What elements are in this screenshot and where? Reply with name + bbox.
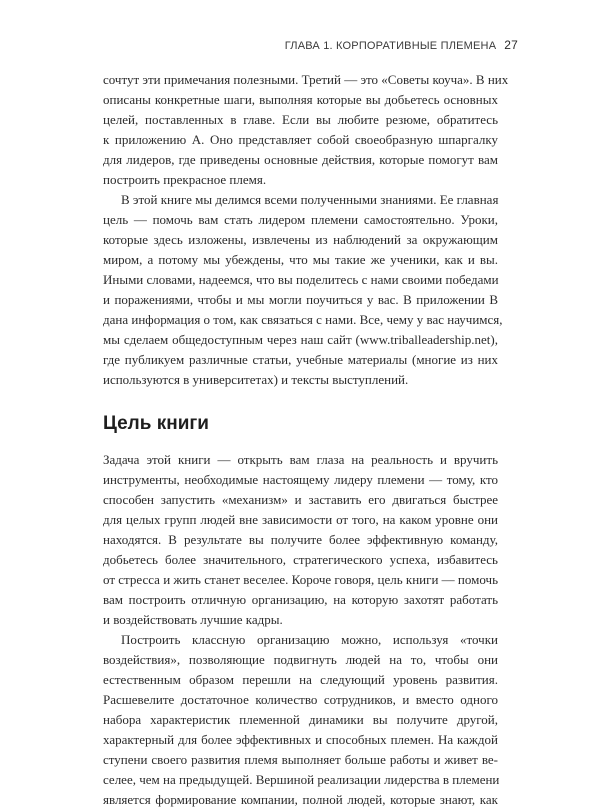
text-line: сочтут эти примечания полезными. Третий — это «Советы коуча». В них xyxy=(103,72,509,87)
text-line: и воздействовать лучшие кадры. xyxy=(103,612,283,627)
text-line: мы сделаем общедоступным через наш сайт (www.triballeadership.net), xyxy=(103,332,498,347)
running-head xyxy=(285,38,518,52)
text-line: является формирование компании, полной людей, которые знают, как xyxy=(103,792,498,807)
text-line: Построить классную организацию можно, используя «точки xyxy=(121,632,498,647)
text-line: характерный для более эффективных и способных племен. На каждой xyxy=(103,732,498,747)
text-line: находятся. В результате вы получите более эффективную команду, xyxy=(103,532,498,547)
paragraph xyxy=(103,190,503,390)
text-line: селее, чем на предыдущей. Вершиной реализации лидерства в племени xyxy=(103,772,500,787)
text-line: добьетесь более значительного, стратегического успеха, избавитесь xyxy=(103,552,498,567)
text-line: способен запустить «механизм» и заставить его двигаться быстрее xyxy=(103,492,498,507)
text-line: используются в университетах) и тексты выступлений. xyxy=(103,372,409,387)
text-line: где публикуем различные статьи, учебные материалы (многие из них xyxy=(103,352,498,367)
text-line: для целых групп людей вне зависимости от того, на каком уровне они xyxy=(103,512,498,527)
text-line: воздействия», позволяющие подвигнуть людей на то, чтобы они xyxy=(103,652,498,667)
paragraph xyxy=(103,450,498,630)
text-line: Расшевелите достаточное количество сотрудников, и вместо одного xyxy=(103,692,498,707)
text-line: вам построить отличную организацию, на которую захотят работать xyxy=(103,592,498,607)
text-line: естественным образом перешли на следующий уровень развития. xyxy=(103,672,498,687)
text-line: Иными словами, надеемся, что вы поделитесь с нами своими победами xyxy=(103,272,499,287)
paragraph xyxy=(103,70,509,190)
text-line: В этой книге мы делимся всеми полученными знаниями. Ее главная xyxy=(121,192,499,207)
text-line: дана информация о том, как связаться с нами. Все, чему у вас научимся, xyxy=(103,312,503,327)
page-number: 27 xyxy=(504,38,518,52)
text-line: которые здесь изложены, извлечены из наблюдений за окружающим xyxy=(103,232,498,247)
text-line: инструменты, необходимые настоящему лидеру племени — тому, кто xyxy=(103,472,498,487)
text-line: ступени своего развития племя выполняет больше работы и живет ве- xyxy=(103,752,498,767)
text-line: цель — помочь вам стать лидером племени самостоятельно. Уроки, xyxy=(103,212,498,227)
body-text xyxy=(103,70,509,810)
text-line: целей, поставленных в главе. Если вы любите резюме, обратитесь xyxy=(103,112,498,127)
text-line: и поражениями, чтобы и мы могли поучиться у вас. В приложении В xyxy=(103,292,498,307)
text-line: миром, а потому мы убеждены, что мы такие же ученики, как и вы. xyxy=(103,252,498,267)
text-line: для лидеров, где приведены основные действия, которые помогут вам xyxy=(103,152,498,167)
chapter-title: ГЛАВА 1. КОРПОРАТИВНЫЕ ПЛЕМЕНА xyxy=(284,40,497,52)
text-line: набора характеристик племенной динамики вы получите другой, xyxy=(103,712,498,727)
text-line: к приложению А. Оно представляет собой своеобразную шпаргалку xyxy=(103,132,498,147)
section-heading: Цель книги xyxy=(103,413,209,434)
text-line: построить прекрасное племя. xyxy=(103,172,267,187)
paragraph xyxy=(103,630,498,810)
text-line: Задача этой книги — открыть вам глаза на реальность и вручить xyxy=(103,452,498,467)
text-line: описаны конкретные шаги, выполняя которые вы добьетесь основных xyxy=(103,92,498,107)
text-line: от стресса и жить станет веселее. Короче говоря, цель книги — помочь xyxy=(103,572,498,587)
